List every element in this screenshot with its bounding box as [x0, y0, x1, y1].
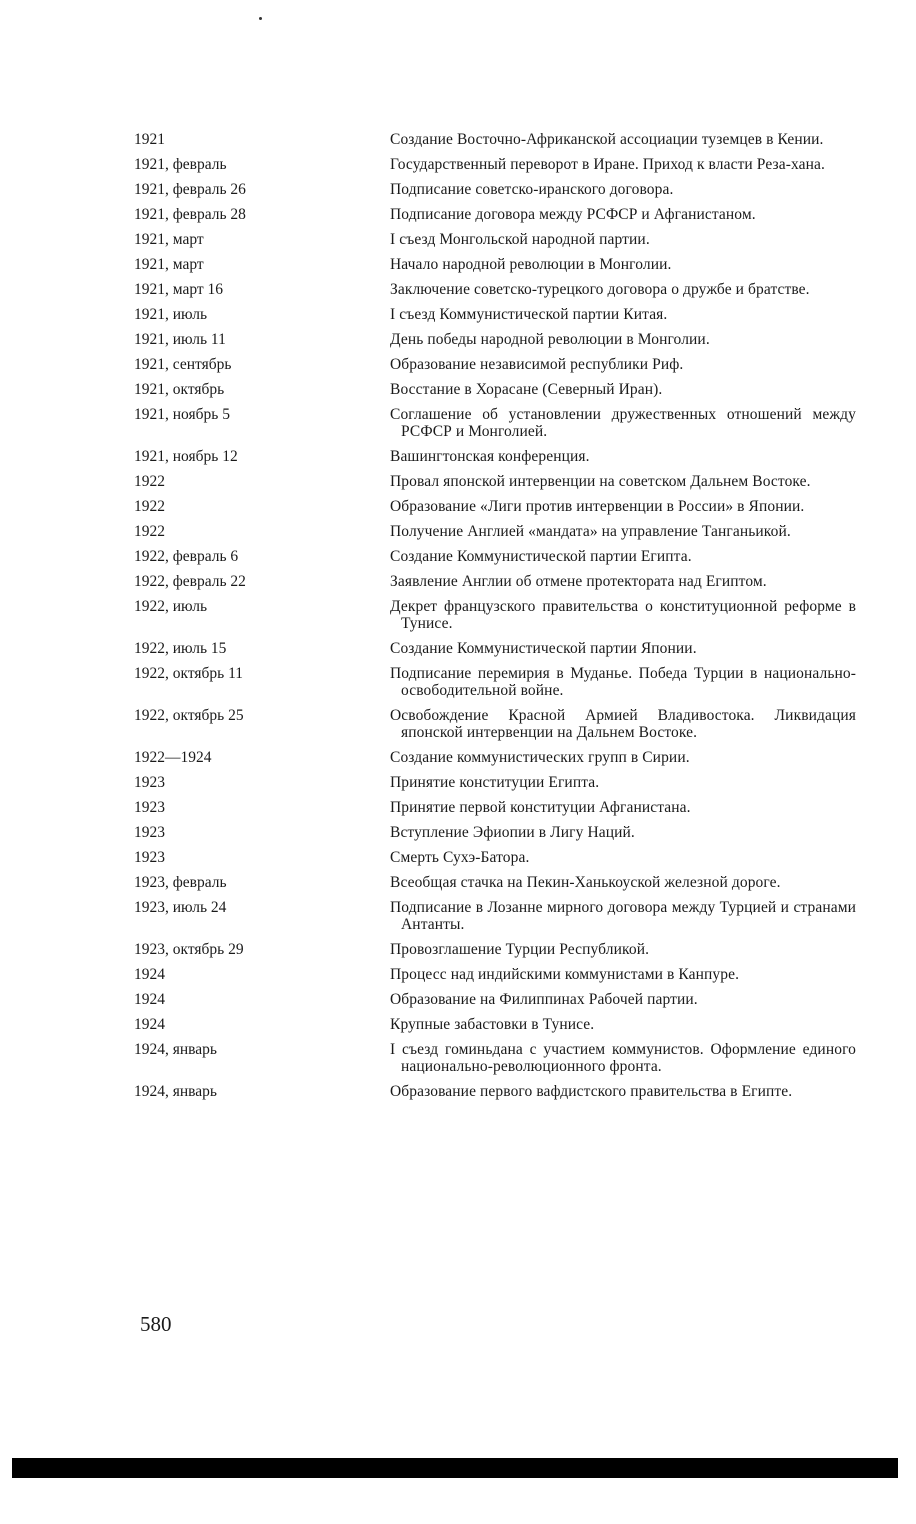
entry-date: 1921, ноябрь 5 — [134, 406, 230, 423]
entry-date: 1923 — [134, 774, 165, 791]
print-speck — [259, 17, 262, 20]
chronology-row — [134, 824, 856, 841]
entry-date: 1922 — [134, 523, 165, 540]
entry-date: 1921, июль — [134, 306, 208, 323]
entry-event: Всеобщая стачка на Пекин-Ханькоуской железной дороге. — [390, 874, 781, 891]
chronology-row — [134, 306, 856, 323]
entry-date: 1924, январь — [134, 1083, 217, 1100]
entry-event: Провал японской интервенции на советском Дальнем Востоке. — [390, 473, 811, 490]
chronology-row — [134, 598, 856, 632]
entry-date: 1924 — [134, 966, 165, 983]
entry-event: Смерть Сухэ-Батора. — [390, 849, 530, 866]
chronology-row — [134, 473, 856, 490]
chronology-row — [134, 231, 856, 248]
entry-event: Декрет французского правительства о конституционной реформе в Тунисе. — [390, 598, 856, 632]
entry-date: 1923, октябрь 29 — [134, 941, 244, 958]
entry-date: 1921, октябрь — [134, 381, 225, 398]
entry-date: 1922, февраль 6 — [134, 548, 239, 565]
entry-date: 1921, февраль 28 — [134, 206, 246, 223]
page-number: 580 — [140, 1312, 172, 1336]
entry-date: 1923, февраль — [134, 874, 227, 891]
entry-date: 1922, июль — [134, 598, 208, 615]
entry-event: Принятие конституции Египта. — [390, 774, 600, 791]
chronology-row — [134, 941, 856, 958]
entry-event: Создание коммунистических групп в Сирии. — [390, 749, 690, 766]
entry-date: 1923 — [134, 849, 165, 866]
chronology-row — [134, 156, 856, 173]
entry-date: 1923, июль 24 — [134, 899, 227, 916]
entry-date: 1923 — [134, 799, 165, 816]
entry-event: Образование «Лиги против интервенции в России» в Японии. — [390, 498, 805, 515]
entry-event: Освобождение Красной Армией Владивостока. Ликвидация японской интервенции на Дальнем Востоке. — [390, 707, 856, 741]
entry-date: 1922 — [134, 498, 165, 515]
entry-event: Подписание в Лозанне мирного договора между Турцией и странами Антанты. — [390, 899, 856, 933]
entry-event: Создание Восточно-Африканской ассоциации туземцев в Кении. — [390, 131, 824, 148]
chronology-row — [134, 573, 856, 590]
entry-event: I съезд Монгольской народной партии. — [390, 231, 650, 248]
entry-event: I съезд гоминьдана с участием коммунистов. Оформление единого национально-революционного фронта. — [390, 1041, 856, 1075]
entry-event: Начало народной революции в Монголии. — [390, 256, 672, 273]
chronology-row — [134, 181, 856, 198]
chronology-row — [134, 448, 856, 465]
entry-event: Принятие первой конституции Афганистана. — [390, 799, 691, 816]
entry-date: 1923 — [134, 824, 165, 841]
chronology-row — [134, 356, 856, 373]
entry-date: 1921, март — [134, 231, 204, 248]
entry-event: Подписание перемирия в Муданье. Победа Турции в национально-освободительной войне. — [390, 665, 856, 699]
chronology-row — [134, 1016, 856, 1033]
chronology-row — [134, 381, 856, 398]
entry-date: 1921 — [134, 131, 165, 148]
chronology-row — [134, 256, 856, 273]
entry-event: Получение Англией «мандата» на управление Танганьикой. — [390, 523, 791, 540]
entry-event: Государственный переворот в Иране. Приход к власти Реза-хана. — [390, 156, 825, 173]
chronology-row — [134, 707, 856, 741]
chronology-row — [134, 406, 856, 440]
entry-event: Восстание в Хорасане (Северный Иран). — [390, 381, 663, 398]
entry-date: 1922, октябрь 25 — [134, 707, 244, 724]
entry-event: Крупные забастовки в Тунисе. — [390, 1016, 595, 1033]
entry-date: 1922, июль 15 — [134, 640, 227, 657]
entry-date: 1921, ноябрь 12 — [134, 448, 238, 465]
chronology-row — [134, 640, 856, 657]
entry-date: 1921, сентябрь — [134, 356, 232, 373]
entry-date: 1922—1924 — [134, 749, 212, 766]
chronology-list — [134, 131, 856, 1108]
chronology-row — [134, 206, 856, 223]
entry-event: Образование независимой республики Риф. — [390, 356, 684, 373]
entry-date: 1924, январь — [134, 1041, 217, 1058]
chronology-row — [134, 281, 856, 298]
chronology-row — [134, 966, 856, 983]
entry-date: 1921, июль 11 — [134, 331, 226, 348]
entry-event: Процесс над индийскими коммунистами в Канпуре. — [390, 966, 740, 983]
chronology-row — [134, 899, 856, 933]
entry-event: Создание Коммунистической партии Египта. — [390, 548, 692, 565]
scan-edge-bar — [12, 1458, 898, 1478]
entry-event: Заявление Англии об отмене протектората над Египтом. — [390, 573, 767, 590]
entry-date: 1922 — [134, 473, 165, 490]
chronology-row — [134, 874, 856, 891]
chronology-row — [134, 749, 856, 766]
chronology-row — [134, 498, 856, 515]
entry-event: Заключение советско-турецкого договора о дружбе и братстве. — [390, 281, 810, 298]
entry-event: Создание Коммунистической партии Японии. — [390, 640, 697, 657]
chronology-row — [134, 523, 856, 540]
entry-event: Образование первого вафдистского правительства в Египте. — [390, 1083, 793, 1100]
entry-event: День победы народной революции в Монголии. — [390, 331, 710, 348]
entry-date: 1921, март 16 — [134, 281, 224, 298]
chronology-row — [134, 665, 856, 699]
chronology-row — [134, 799, 856, 816]
entry-event: Образование на Филиппинах Рабочей партии. — [390, 991, 698, 1008]
entry-event: Вашингтонская конференция. — [390, 448, 590, 465]
chronology-row — [134, 1083, 856, 1100]
chronology-row — [134, 1041, 856, 1075]
entry-date: 1924 — [134, 991, 165, 1008]
entry-date: 1924 — [134, 1016, 165, 1033]
entry-event: Вступление Эфиопии в Лигу Наций. — [390, 824, 635, 841]
entry-date: 1922, февраль 22 — [134, 573, 246, 590]
entry-event: Подписание советско-иранского договора. — [390, 181, 674, 198]
entry-date: 1921, март — [134, 256, 204, 273]
chronology-row — [134, 331, 856, 348]
entry-event: Подписание договора между РСФСР и Афганистаном. — [390, 206, 756, 223]
chronology-row — [134, 774, 856, 791]
chronology-row — [134, 131, 856, 148]
chronology-row — [134, 849, 856, 866]
chronology-row — [134, 991, 856, 1008]
entry-event: Соглашение об установлении дружественных отношений между РСФСР и Монголией. — [390, 406, 856, 440]
entry-event: I съезд Коммунистической партии Китая. — [390, 306, 668, 323]
entry-date: 1922, октябрь 11 — [134, 665, 244, 682]
entry-date: 1921, февраль 26 — [134, 181, 246, 198]
entry-event: Провозглашение Турции Республикой. — [390, 941, 650, 958]
chronology-row — [134, 548, 856, 565]
entry-date: 1921, февраль — [134, 156, 227, 173]
